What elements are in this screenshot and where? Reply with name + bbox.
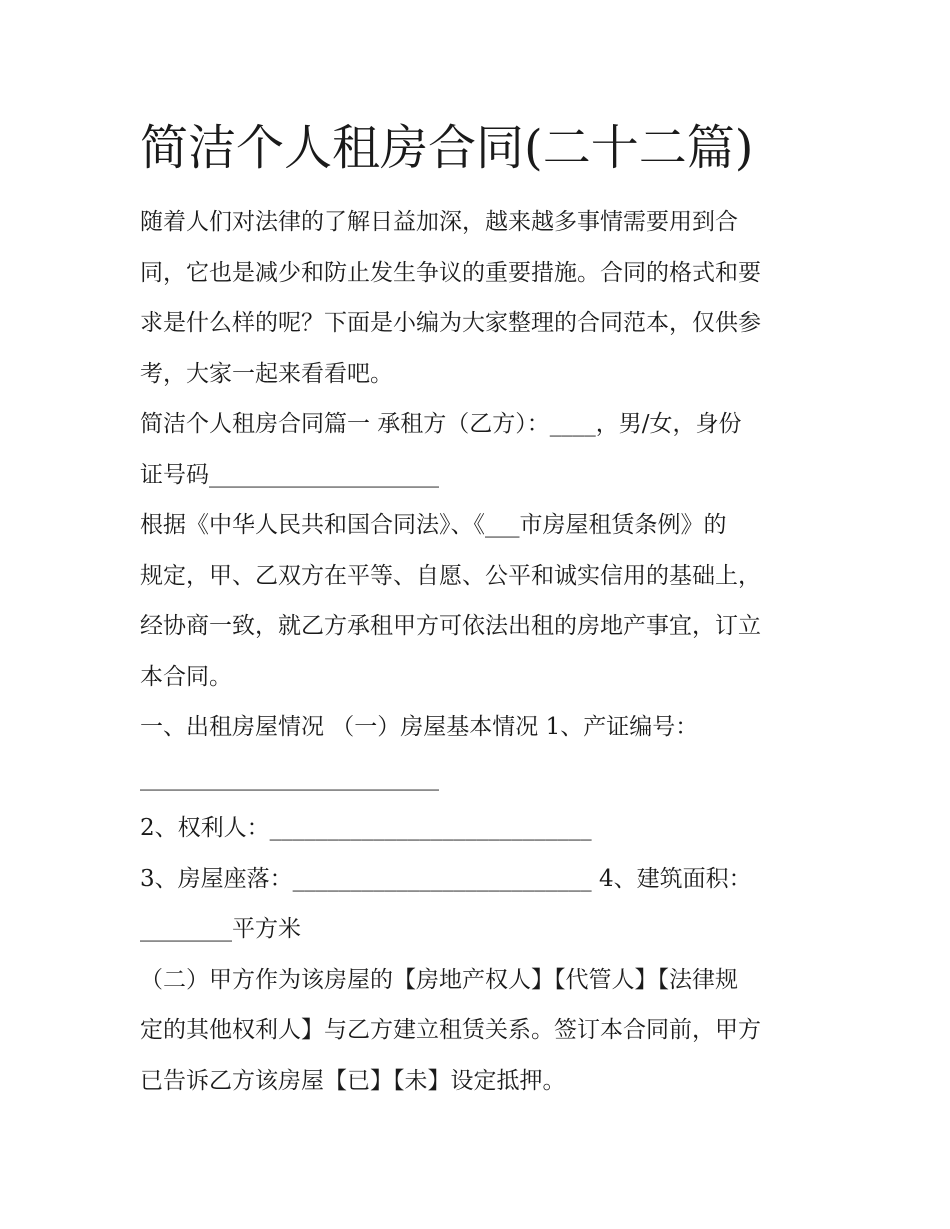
paragraph-line: （二）甲方作为该房屋的【房地产权人】【代管人】【法律规 — [140, 966, 738, 993]
document-title: 简洁个人租房合同(二十二篇) — [140, 120, 754, 176]
paragraph-line: 证号码____________________ — [140, 461, 439, 488]
paragraph-line: 3、房屋座落：__________________________ 4、建筑面积： — [140, 865, 752, 892]
paragraph-line: 经协商一致，就乙方承租甲方可依法出租的房地产事宜，订立 — [140, 613, 761, 639]
paragraph-line: __________________________ — [140, 764, 439, 791]
paragraph-line: ________平方米 — [140, 916, 301, 942]
paragraph-line: 求是什么样的呢？下面是小编为大家整理的合同范本，仅供参 — [140, 310, 761, 336]
paragraph-line: 本合同。 — [140, 663, 232, 690]
paragraph-line: 已告诉乙方该房屋【已】【未】设定抵押。 — [140, 1067, 566, 1094]
paragraph-line: 一、出租房屋情况 （一）房屋基本情况 1、产证编号： — [140, 714, 699, 740]
document-body — [140, 197, 820, 1106]
paragraph-line: 2、权利人：____________________________ — [140, 815, 592, 841]
paragraph-line: 简洁个人租房合同篇一 承租方（乙方）：____，男/女，身份 — [140, 411, 742, 437]
paragraph-line: 同，它也是减少和防止发生争议的重要措施。合同的格式和要 — [140, 259, 761, 286]
paragraph-line: 规定，甲、乙双方在平等、自愿、公平和诚实信用的基础上， — [140, 562, 761, 589]
paragraph-line: 定的其他权利人】与乙方建立租赁关系。签订本合同前，甲方 — [140, 1017, 761, 1043]
paragraph-line: 根据《中华人民共和国合同法》、《___市房屋租赁条例》的 — [140, 512, 727, 538]
paragraph-line: 随着人们对法律的了解日益加深，越来越多事情需要用到合 — [140, 209, 738, 235]
paragraph-line: 考，大家一起来看看吧。 — [140, 360, 393, 387]
